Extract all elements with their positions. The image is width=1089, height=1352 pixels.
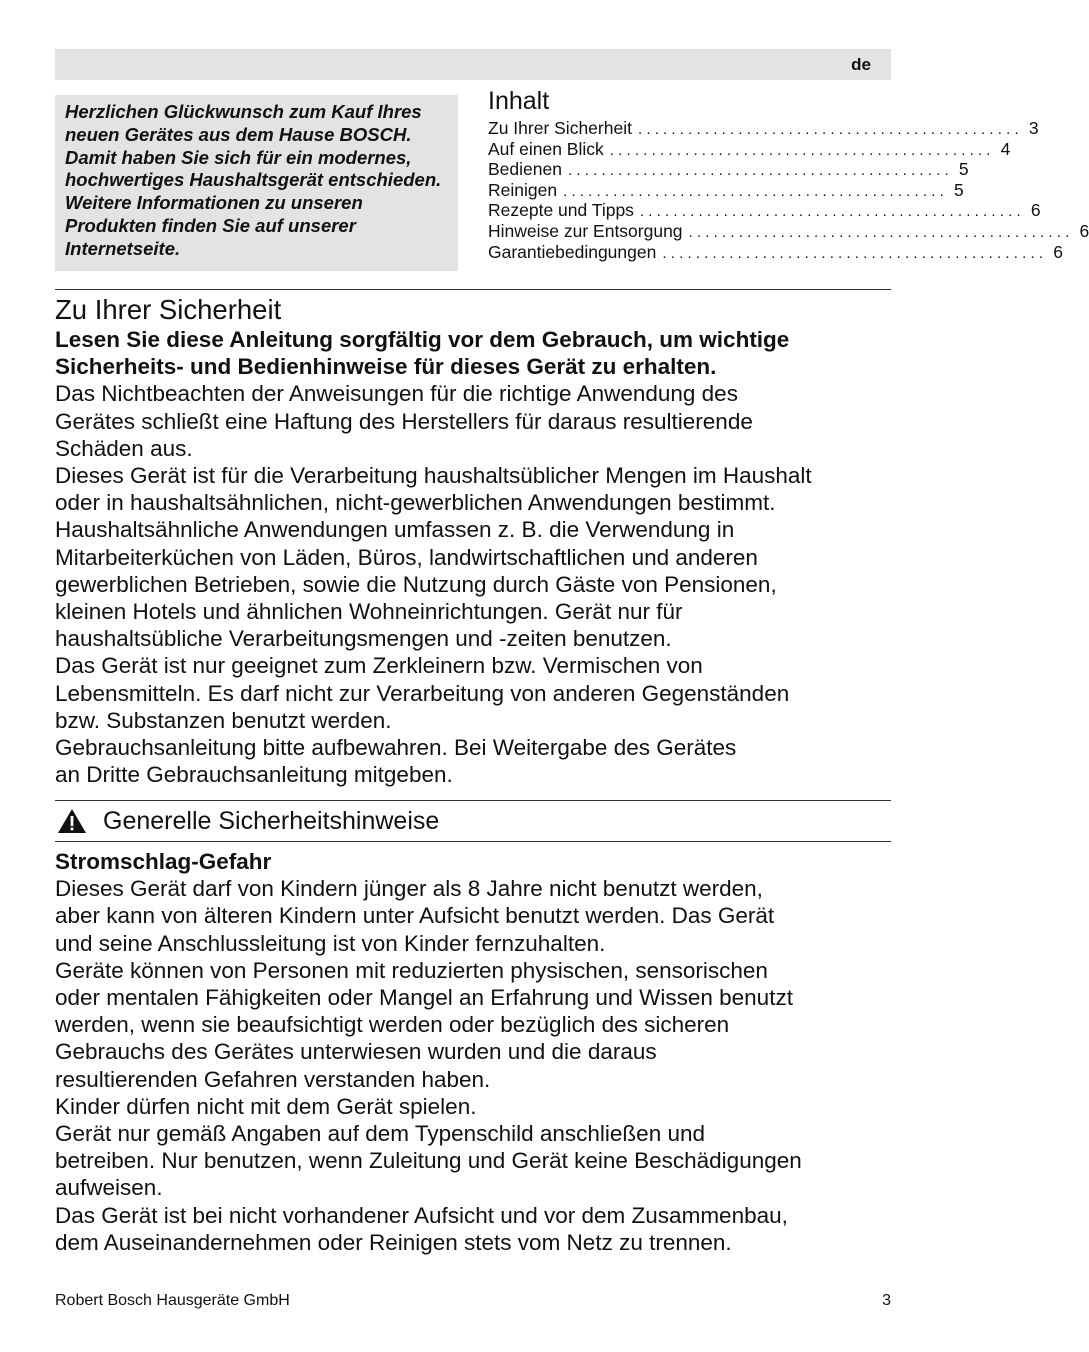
body-line: und seine Anschlussleitung ist von Kinder fernzuhalten. bbox=[55, 930, 606, 956]
toc-leader-dots: .............................................. bbox=[688, 223, 1074, 241]
toc-entry-page: 3 bbox=[1028, 118, 1039, 138]
toc-entry-label: Reinigen bbox=[488, 179, 558, 200]
toc-entry[interactable] bbox=[488, 159, 969, 180]
warning-title: Generelle Sicherheitshinweise bbox=[103, 806, 440, 835]
body-line: oder in haushaltsähnlichen, nicht-gewerblichen Anwendungen bestimmt. bbox=[55, 490, 776, 516]
toc-entry-page: 5 bbox=[953, 179, 964, 200]
lead-line: Lesen Sie diese Anleitung sorgfältig vor dem Gebrauch, um wichtige bbox=[55, 327, 790, 352]
toc-entry[interactable] bbox=[488, 220, 1089, 242]
body-line: Geräte können von Personen mit reduzierten physischen, sensorischen bbox=[55, 957, 768, 983]
warning-heading bbox=[55, 803, 891, 839]
subheading: Stromschlag-Gefahr bbox=[55, 849, 272, 874]
body-line: Mitarbeiterküchen von Läden, Büros, landwirtschaftlichen und anderen bbox=[55, 544, 758, 570]
body-line: Gebrauchs des Gerätes unterwiesen wurden und die daraus bbox=[55, 1039, 657, 1065]
intro-line: neuen Gerätes aus dem Hause BOSCH. bbox=[65, 123, 412, 145]
toc-entry[interactable] bbox=[488, 241, 1063, 263]
body-line: Dieses Gerät ist für die Verarbeitung haushaltsüblicher Mengen im Haushalt bbox=[55, 463, 812, 489]
section-title: Zu Ihrer Sicherheit bbox=[55, 294, 282, 325]
toc-entry-label: Hinweise zur Entsorgung bbox=[488, 220, 683, 241]
toc-entry-label: Zu Ihrer Sicherheit bbox=[488, 118, 632, 138]
body-line: an Dritte Gebrauchsanleitung mitgeben. bbox=[55, 762, 453, 788]
intro-line: hochwertiges Haushaltsgerät entschieden. bbox=[65, 169, 442, 191]
footer-company: Robert Bosch Hausgeräte GmbH bbox=[55, 1292, 290, 1309]
toc-entry-label: Auf einen Blick bbox=[488, 138, 604, 159]
toc-entry-label: Bedienen bbox=[488, 159, 562, 180]
intro-line: Weitere Informationen zu unseren bbox=[65, 192, 363, 214]
general-safety-section bbox=[55, 848, 891, 1256]
body-line: dem Auseinandernehmen oder Reinigen stets vom Netz zu trennen. bbox=[55, 1229, 732, 1255]
toc-entry[interactable] bbox=[488, 179, 964, 201]
body-line: aber kann von älteren Kindern unter Aufsicht benutzt werden. Das Gerät bbox=[55, 903, 775, 929]
toc-title: Inhalt bbox=[488, 87, 550, 115]
body-line: oder mentalen Fähigkeiten oder Mangel an Erfahrung und Wissen benutzt bbox=[55, 985, 793, 1011]
body-line: Gerätes schließt eine Haftung des Herstellers für daraus resultierende bbox=[55, 408, 753, 434]
section-divider bbox=[55, 289, 891, 290]
body-line: Haushaltsähnliche Anwendungen umfassen z. B. die Verwendung in bbox=[55, 517, 735, 543]
body-line: haushaltsübliche Verarbeitungsmengen und -zeiten benutzen. bbox=[55, 626, 672, 652]
body-line: bzw. Substanzen benutzt werden. bbox=[55, 707, 392, 733]
toc-entry-label: Rezepte und Tipps bbox=[488, 200, 634, 221]
body-line: Gebrauchsanleitung bitte aufbewahren. Bei Weitergabe des Gerätes bbox=[55, 735, 737, 761]
toc-leader-dots: .............................................. bbox=[639, 203, 1025, 221]
page-number: 3 bbox=[882, 1292, 891, 1309]
toc-leader-dots: .............................................. bbox=[637, 121, 1023, 138]
body-line: Das Gerät ist bei nicht vorhandener Aufsicht und vor dem Zusammenbau, bbox=[55, 1202, 788, 1228]
page-footer bbox=[55, 1292, 891, 1310]
body-line: resultierenden Gefahren verstanden haben. bbox=[55, 1066, 491, 1092]
intro-line: Internetseite. bbox=[65, 237, 181, 259]
intro-box bbox=[55, 95, 458, 271]
body-line: Gerät nur gemäß Angaben auf dem Typenschild anschließen und bbox=[55, 1121, 705, 1147]
toc-entry[interactable] bbox=[488, 118, 1039, 139]
intro-line: Damit haben Sie sich für ein modernes, bbox=[65, 146, 412, 168]
toc-entry-page: 6 bbox=[1053, 241, 1063, 262]
body-line: Lebensmitteln. Es darf nicht zur Verarbeitung von anderen Gegenständen bbox=[55, 680, 790, 706]
body-line: aufweisen. bbox=[55, 1175, 163, 1201]
lead-line: Sicherheits- und Bedienhinweise für dieses Gerät zu erhalten. bbox=[55, 354, 717, 380]
safety-section bbox=[55, 294, 891, 788]
toc-entry-page: 6 bbox=[1079, 220, 1089, 241]
toc-leader-dots: .............................................. bbox=[609, 141, 995, 159]
intro-line: Produkten finden Sie auf unserer bbox=[65, 214, 356, 236]
toc-entry[interactable] bbox=[488, 200, 1041, 221]
language-bar bbox=[55, 49, 891, 80]
language-code: de bbox=[851, 55, 871, 74]
body-line: Das Gerät ist nur geeignet zum Zerkleinern bzw. Vermischen von bbox=[55, 653, 703, 679]
section-divider bbox=[55, 800, 891, 801]
toc-leader-dots: .............................................. bbox=[567, 162, 953, 180]
intro-line: Herzlichen Glückwunsch zum Kauf Ihres bbox=[65, 101, 422, 122]
body-line: Schäden aus. bbox=[55, 435, 193, 461]
body-line: Dieses Gerät darf von Kindern jünger als 8 Jahre nicht benutzt werden, bbox=[55, 876, 763, 902]
toc-entry-page: 4 bbox=[1000, 138, 1011, 159]
section-divider bbox=[55, 841, 891, 842]
table-of-contents bbox=[488, 86, 1089, 262]
toc-entry-page: 5 bbox=[958, 159, 969, 180]
toc-leader-dots: .............................................. bbox=[662, 244, 1048, 262]
body-line: Kinder dürfen nicht mit dem Gerät spielen. bbox=[55, 1093, 477, 1119]
toc-entry-label: Garantiebedingungen bbox=[488, 241, 657, 262]
body-line: Das Nichtbeachten der Anweisungen für die richtige Anwendung des bbox=[55, 381, 738, 407]
toc-leader-dots: .............................................. bbox=[563, 182, 948, 200]
body-line: werden, wenn sie beaufsichtigt werden oder bezüglich des sicheren bbox=[55, 1012, 730, 1038]
body-line: betreiben. Nur benutzen, wenn Zuleitung und Gerät keine Beschädigungen bbox=[55, 1148, 802, 1174]
toc-entry[interactable] bbox=[488, 138, 1011, 160]
body-line: kleinen Hotels und ähnlichen Wohneinrichtungen. Gerät nur für bbox=[55, 599, 683, 625]
toc-entry-page: 6 bbox=[1030, 200, 1041, 221]
body-line: gewerblichen Betrieben, sowie die Nutzung durch Gäste von Pensionen, bbox=[55, 571, 777, 597]
warning-triangle-icon bbox=[57, 808, 87, 834]
